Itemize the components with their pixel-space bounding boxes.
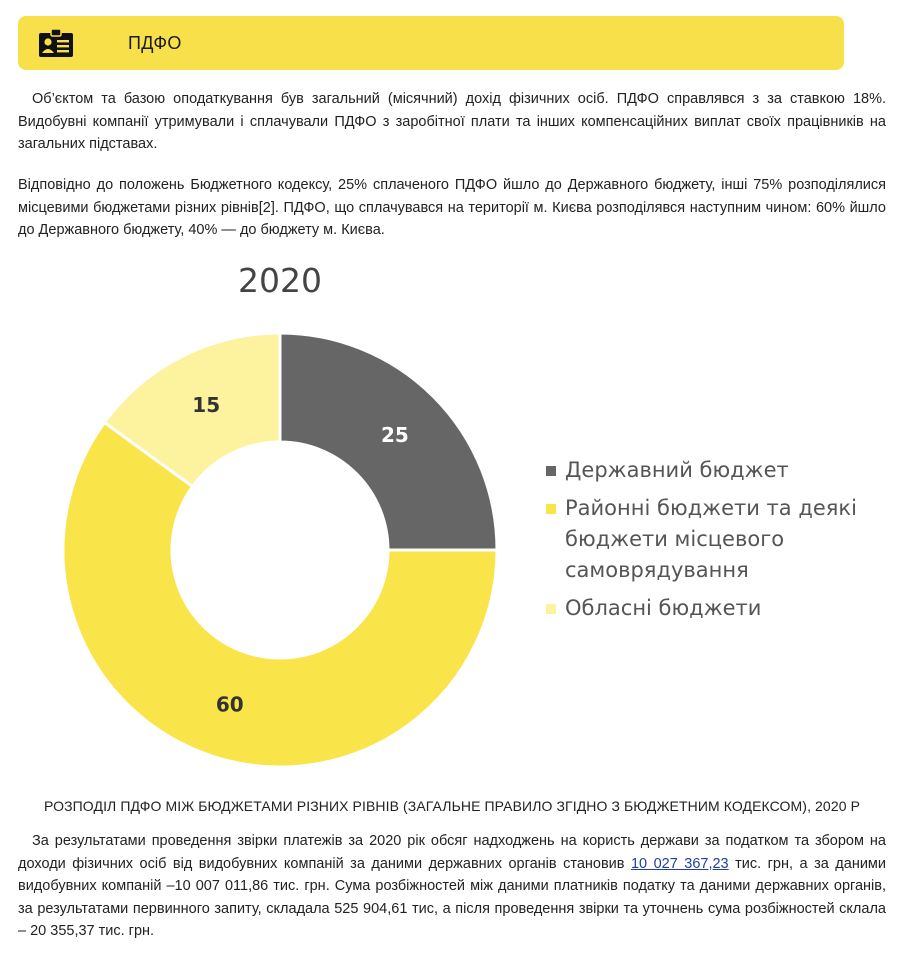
slice-value-label: 15 [192, 393, 221, 418]
legend-swatch [546, 504, 556, 514]
legend-label: Районні бюджети та деякі [565, 496, 857, 520]
legend-label: самоврядування [565, 558, 749, 582]
paragraph-reconciliation [18, 830, 886, 943]
id-card-icon [38, 28, 74, 58]
header-banner [18, 16, 844, 70]
reconciliation-text-end: тис. грн, а за даними видобувних компаній –10 007 011,86 тис. грн. Сума розбіжностей між даними платників податку та даними державних органів, за результатами первинного запиту, складала 525 904,61 тис, а після проведення звірки та уточнень сума розбіжностей склала – 20 355,37 тис. грн. [18, 855, 886, 939]
legend-label: Державний бюджет [565, 458, 789, 482]
page-title: ПДФО [128, 33, 182, 53]
slice-value-label: 25 [380, 423, 409, 448]
chart-caption: РОЗПОДІЛ ПДФО МІЖ БЮДЖЕТАМИ РІЗНИХ РІВНІВ (ЗАГАЛЬНЕ ПРАВИЛО ЗГІДНО З БЮДЖЕТНИМ КОДЕКСОМ), 2020 Р [43, 798, 861, 814]
slice-value-label: 60 [215, 692, 244, 717]
donut-chart [0, 250, 904, 790]
amount-link[interactable]: 10 027 367,23 [630, 855, 729, 872]
legend-swatch [546, 604, 556, 614]
paragraph-tax-base: Об’єктом та базою оподаткування був загальний (місячний) дохід фізичних осіб. ПДФО справлявся з за ставкою 18%. Видобувні компанії утримували і сплачували ПДФО з заробітної плати та інших компенсаційних виплат своїх працівників на загальних підставах. [18, 91, 886, 152]
legend-label: Обласні бюджети [565, 596, 762, 620]
chart-title: 2020 [238, 261, 322, 300]
legend-label: бюджети місцевого [565, 527, 785, 551]
legend-swatch [546, 466, 556, 476]
paragraph-budget-code: Відповідно до положень Бюджетного кодексу, 25% сплаченого ПДФО йшло до Державного бюджету, інші 75% розподілялися місцевими бюджетами різних рівнів[2]. ПДФО, що сплачувався на території м. Києва розподілявся наступним чином: 60% йшло до Державного бюджету, 40% — до бюджету м. Києва. [18, 177, 886, 238]
reconciliation-text-start: За результатами проведення звірки платежів за 2020 рік обсяг надходжень на користь держави за податком та збором на доходи фізичних осіб від видобувних компаній за даними державних органів становив [18, 833, 886, 872]
